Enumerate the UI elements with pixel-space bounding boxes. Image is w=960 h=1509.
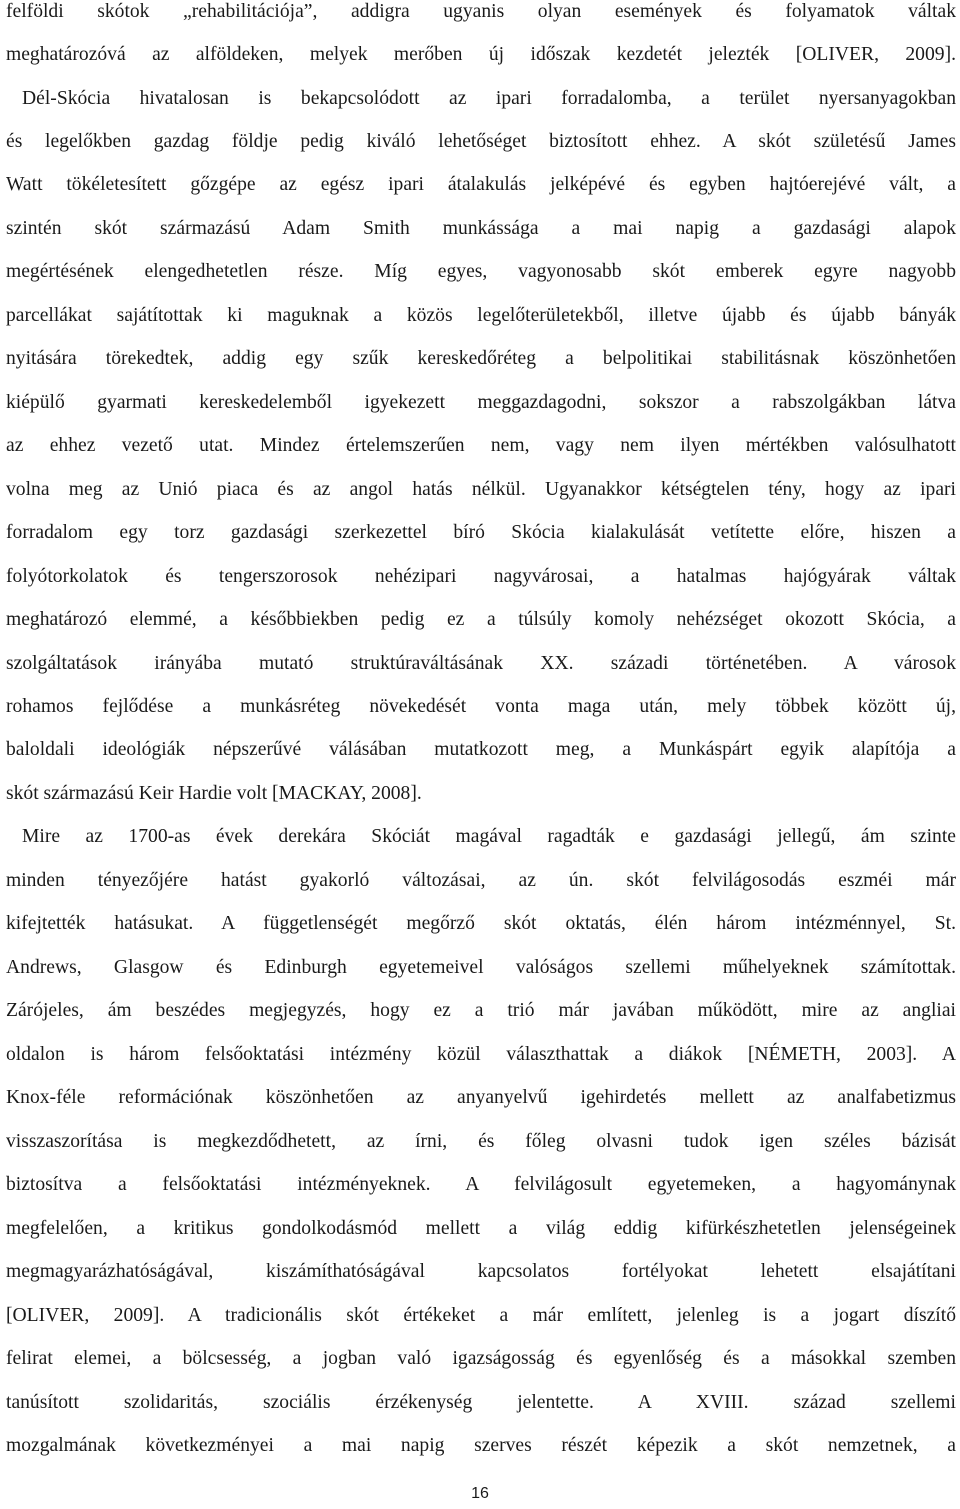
text-line: Knox-féle reformációnak köszönhetően az anyanyelvű igehirdetés mellett az analfabetizmus [6,1087,956,1108]
text-line: folyótorkolatok és tengerszorosok nehézipari nagyvárosai, a hatalmas hajógyárak váltak [6,566,956,587]
text-line: visszaszorítása is megkezdődhetett, az írni, és főleg olvasni tudok igen széles bázisát [6,1131,956,1152]
text-line: Zárójeles, ám beszédes megjegyzés, hogy ez a trió már javában működött, mire az angliai [6,1000,956,1021]
text-line: mozgalmának következményei a mai napig szerves részét képezik a skót nemzetnek, a [6,1435,956,1456]
text-line: felirat elemei, a bölcsesség, a jogban való igazságosság és egyenlőség és a másokkal szemben [6,1348,956,1369]
text-line: Dél-Skócia hivatalosan is bekapcsolódott az ipari forradalomba, a terület nyersanyagokban [22,88,956,109]
text-line: volna meg az Unió piaca és az angol hatás nélkül. Ugyanakkor kétségtelen tény, hogy az ipari [6,479,956,500]
text-line: parcellákat sajátítottak ki maguknak a közös legelőterületekből, illetve újabb és újabb bányák [6,305,956,326]
text-line: az ehhez vezető utat. Mindez értelemszerűen nem, vagy nem ilyen mértékben valósulhatott [6,435,956,456]
text-line: minden tényezőjére hatást gyakorló változásai, az ún. skót felvilágosodás eszméi már [6,870,956,891]
text-line: baloldali ideológiák népszerűvé válásában mutatkozott meg, a Munkáspárt egyik alapítója a [6,739,956,760]
text-line: forradalom egy torz gazdasági szerkezettel bíró Skócia kialakulását vetítette előre, hiszen a [6,522,956,543]
text-line: megfelelően, a kritikus gondolkodásmód mellett a világ eddig kifürkészhetetlen jelenségeinek [6,1218,956,1239]
text-line: kifejtették hatásukat. A függetlenségét megőrző skót oktatás, élén három intézménnyel, St. [6,913,956,934]
text-line: rohamos fejlődése a munkásréteg növekedését vonta maga után, mely többek között új, [6,696,956,717]
text-line: megmagyarázhatóságával, kiszámíthatóságával kapcsolatos fortélyokat lehetett elsajátítani [6,1261,956,1282]
text-line: kiépülő gyarmati kereskedelemből igyekezett meggazdagodni, sokszor a rabszolgákban látva [6,392,956,413]
text-line: szintén skót származású Adam Smith munkássága a mai napig a gazdasági alapok [6,218,956,239]
text-line: nyitására törekedtek, addig egy szűk kereskedőréteg a belpolitikai stabilitásnak köszönhetően [6,348,956,369]
text-line: meghatározó elemmé, a későbbiekben pedig ez a túlsúly komoly nehézséget okozott Skócia, a [6,609,956,630]
text-line: tanúsított szolidaritás, szociális érzékenység jelentette. A XVIII. század szellemi [6,1392,956,1413]
text-line: skót származású Keir Hardie volt [MACKAY, 2008]. [6,783,422,804]
page-number: 16 [471,1485,489,1502]
text-line: meghatározóvá az alföldeken, melyek merőben új időszak kezdetét jelezték [OLIVER, 2009]. [6,44,956,65]
text-line: megértésének elengedhetetlen része. Míg egyes, vagyonosabb skót emberek egyre nagyobb [6,261,956,282]
text-line: szolgáltatások irányába mutató struktúraváltásának XX. századi történetében. A városok [6,653,956,674]
text-line: és legelőkben gazdag földje pedig kiváló lehetőséget biztosított ehhez. A skót születésű James [6,131,956,152]
text-line: Watt tökéletesített gőzgépe az egész ipari átalakulás jelképévé és egyben hajtóerejévé vált, a [6,174,956,195]
text-line: [OLIVER, 2009]. A tradicionális skót értékeket a már említett, jelenleg is a jogart díszítő [6,1305,956,1326]
text-line: biztosítva a felsőoktatási intézményeknek. A felvilágosult egyetemeken, a hagyománynak [6,1174,956,1195]
text-line: oldalon is három felsőoktatási intézmény közül választhattak a diákok [NÉMETH, 2003]. A [6,1044,956,1065]
text-line: Mire az 1700-as évek derekára Skóciát magával ragadták e gazdasági jellegű, ám szinte [22,826,956,847]
text-line: Andrews, Glasgow és Edinburgh egyetemeivel valóságos szellemi műhelyeknek számítottak. [6,957,956,978]
text-line: felföldi skótok „rehabilitációja”, addigra ugyanis olyan események és folyamatok váltak [6,1,956,22]
